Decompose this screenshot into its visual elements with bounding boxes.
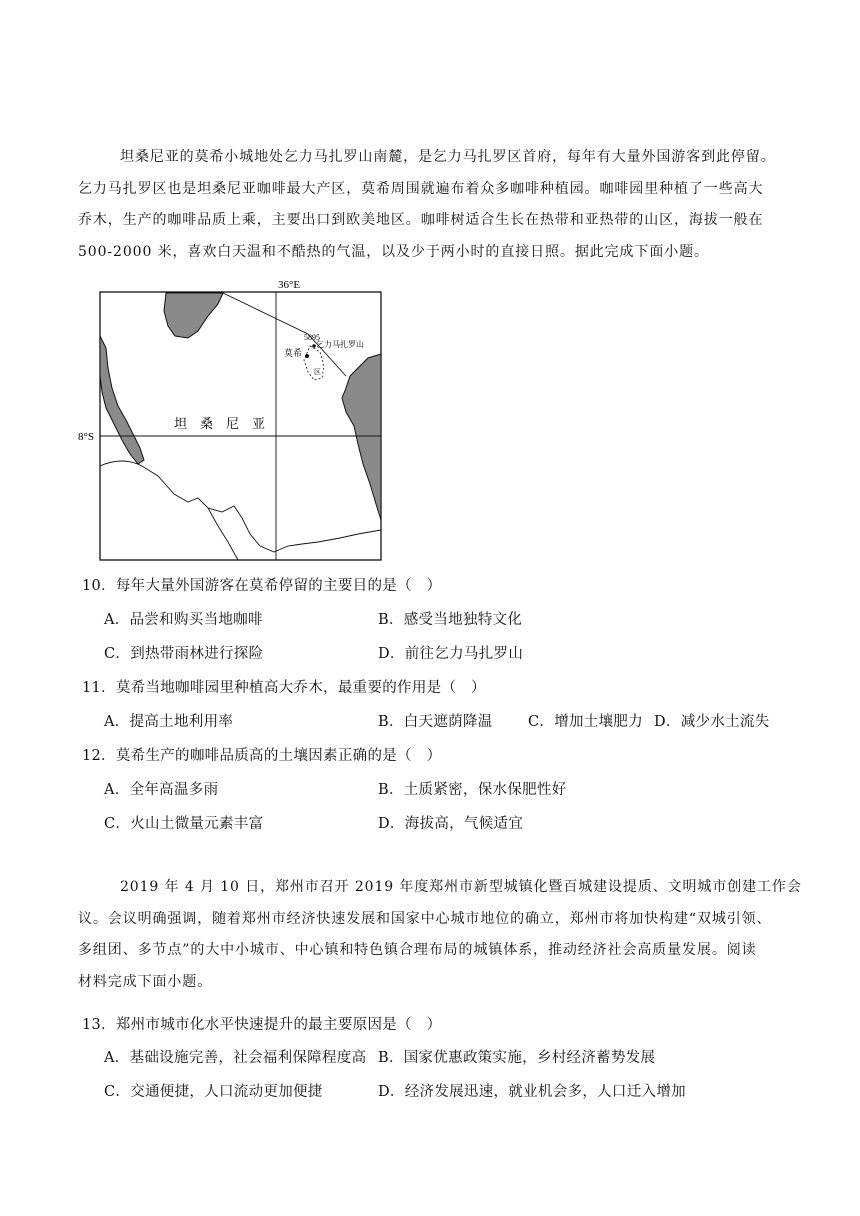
lat-label: 8°S <box>78 431 95 443</box>
question-13-option-d[interactable]: D．经济发展迅速，就业机会多，人口迁入增加 <box>378 1084 686 1100</box>
border-south <box>100 461 381 552</box>
country-label: 坦 桑 尼 亚 <box>174 417 266 432</box>
passage-2-line: 材料完成下面小题。 <box>78 973 213 990</box>
question-10-option-a[interactable]: A．品尝和购买当地咖啡 <box>104 612 263 628</box>
question-10-option-b[interactable]: B．感受当地独特文化 <box>378 612 523 628</box>
passage-1 <box>78 142 783 268</box>
mountain-label: 乞力马扎罗山 <box>316 340 364 349</box>
question-12-option-a[interactable]: A．全年高温多雨 <box>104 782 219 798</box>
question-12-option-c[interactable]: C．火山土微量元素丰富 <box>104 816 264 832</box>
passage-1-line: 坦桑尼亚的莫希小城地处乞力马扎罗山南麓，是乞力马扎罗区首府，每年有大量外国游客到此停留。 <box>120 149 776 165</box>
passage-1-line: 500-2000 米，喜欢白天温和不酷热的气温，以及少于两小时的直接日照。据此完成下面小题。 <box>78 243 709 260</box>
peak-elevation: 5895 <box>304 333 320 342</box>
question-11-stem: 11．莫希当地咖啡园里种植高大乔木，最重要的作用是（ ） <box>82 680 486 696</box>
question-10-stem: 10．每年大量外国游客在莫希停留的主要目的是（ ） <box>82 578 442 594</box>
question-12-stem: 12．莫希生产的咖啡品质高的土壤因素正确的是（ ） <box>82 748 442 764</box>
passage-2-line: 多组团、多节点”的大中小城市、中心镇和特色镇合理布局的城镇体系，推动经济社会高质量发展。阅读 <box>78 942 757 958</box>
lake-tanganyika <box>100 336 144 464</box>
passage-1-line: 乔木，生产的咖啡品质上乘，主要出口到欧美地区。咖啡树适合生长在热带和亚热带的山区，海拔一般在 <box>78 212 764 228</box>
question-11-option-c[interactable]: C．增加土壤肥力 <box>528 714 643 730</box>
passage-2-line: 议。会议明确强调，随着郑州市经济快速发展和国家中心城市地位的确立，郑州市将加快构建“双城引领、 <box>78 910 772 927</box>
question-12-option-b[interactable]: B．土质紧密，保水保肥性好 <box>378 782 567 798</box>
lon-label: 36°E <box>278 279 301 291</box>
city-label: 莫希 <box>284 349 303 359</box>
tanzania-map <box>78 276 398 562</box>
lake-victoria <box>164 293 223 338</box>
region-label: 区 <box>314 368 321 376</box>
passage-2 <box>78 872 802 998</box>
border-malawi <box>208 508 238 560</box>
passage-2-line: 2019 年 4 月 10 日，郑州市召开 2019 年度郑州市新型城镇化暨百城建设提质、文明城市创建工作会 <box>120 879 802 895</box>
question-13-option-a[interactable]: A．基础设施完善，社会福利保障程度高 <box>104 1050 367 1066</box>
question-13-option-b[interactable]: B．国家优惠政策实施，乡村经济蓄势发展 <box>378 1050 656 1066</box>
question-11-option-a[interactable]: A．提高土地利用率 <box>104 714 234 730</box>
question-11-option-b[interactable]: B．白天遮荫降温 <box>378 714 493 730</box>
border-kenya <box>223 293 346 376</box>
passage-1-line: 乞力马扎罗区也是坦桑尼亚咖啡最大产区，莫希周围就遍布着众多咖啡种植园。咖啡园里种植了一些高大 <box>78 180 764 197</box>
question-11-option-d[interactable]: D．减少水土流失 <box>654 714 770 730</box>
map-svg <box>78 276 398 562</box>
moshi-point <box>305 354 309 358</box>
question-12-option-d[interactable]: D．海拔高，气候适宜 <box>378 816 524 832</box>
question-10-option-c[interactable]: C．到热带雨林进行探险 <box>104 646 264 662</box>
indian-ocean <box>342 354 381 520</box>
question-13-stem: 13．郑州市城市化水平快速提升的最主要原因是（ ） <box>82 1017 442 1033</box>
question-10-option-d[interactable]: D．前往乞力马扎罗山 <box>378 646 524 662</box>
question-13-option-c[interactable]: C．交通便捷，人口流动更加便捷 <box>104 1084 323 1100</box>
